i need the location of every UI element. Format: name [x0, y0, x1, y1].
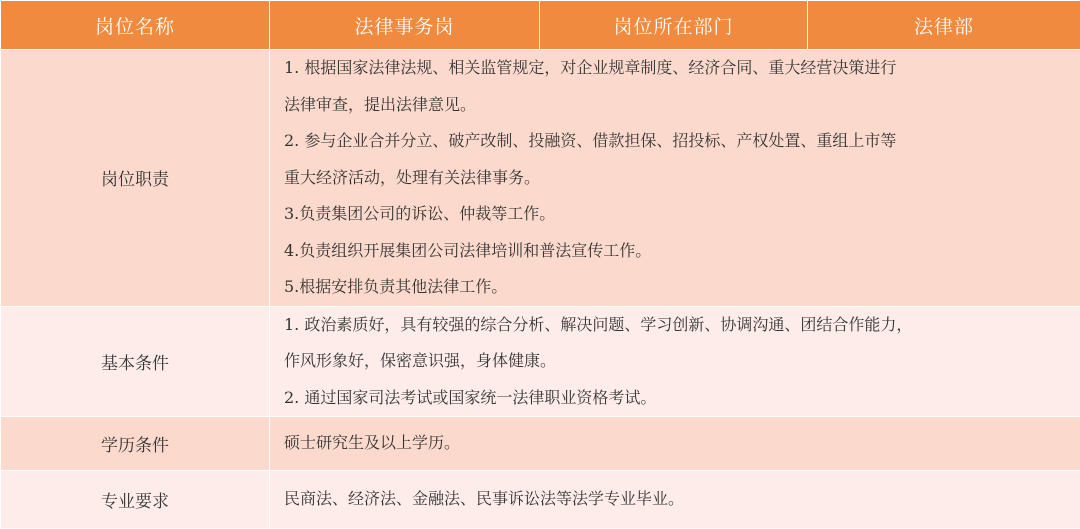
content-line: 1. 政治素质好，具有较强的综合分析、解决问题、学习创新、协调沟通、团结合作能力， [284, 307, 1070, 344]
row-content-major [270, 471, 1080, 529]
row-content-duties [270, 50, 1080, 307]
content-line: 5.根据安排负责其他法律工作。 [284, 269, 1070, 306]
content-line: 3.负责集团公司的诉讼、仲裁等工作。 [284, 196, 1070, 233]
content-line: 作风形象好，保密意识强，身体健康。 [284, 343, 1070, 380]
table-row-basic-conditions [1, 306, 1080, 417]
content-line: 硕士研究生及以上学历。 [284, 425, 1070, 462]
row-content-education [270, 417, 1080, 471]
content-line: 重大经济活动，处理有关法律事务。 [284, 160, 1070, 197]
content-line: 民商法、经济法、金融法、民事诉讼法等法学专业毕业。 [284, 481, 1070, 518]
table-row-major [1, 471, 1080, 529]
header-position-name-label: 岗位名称 [1, 1, 270, 50]
content-line: 2. 通过国家司法考试或国家统一法律职业资格考试。 [284, 380, 1070, 417]
header-department-value: 法律部 [808, 1, 1080, 50]
table-row-duties [1, 50, 1080, 307]
header-position-value: 法律事务岗 [270, 1, 540, 50]
table-row-education [1, 417, 1080, 471]
header-row [1, 1, 1080, 50]
content-line: 2. 参与企业合并分立、破产改制、投融资、借款担保、招投标、产权处置、重组上市等 [284, 123, 1070, 160]
content-line: 1. 根据国家法律法规、相关监管规定，对企业规章制度、经济合同、重大经营决策进行 [284, 50, 1070, 87]
row-label-education: 学历条件 [1, 417, 270, 471]
content-line: 4.负责组织开展集团公司法律培训和普法宣传工作。 [284, 233, 1070, 270]
row-label-major: 专业要求 [1, 471, 270, 529]
header-department-label: 岗位所在部门 [540, 1, 808, 50]
content-line: 法律审查，提出法律意见。 [284, 87, 1070, 124]
row-content-basic-conditions [270, 306, 1080, 417]
row-label-duties: 岗位职责 [1, 50, 270, 307]
row-label-basic-conditions: 基本条件 [1, 306, 270, 417]
